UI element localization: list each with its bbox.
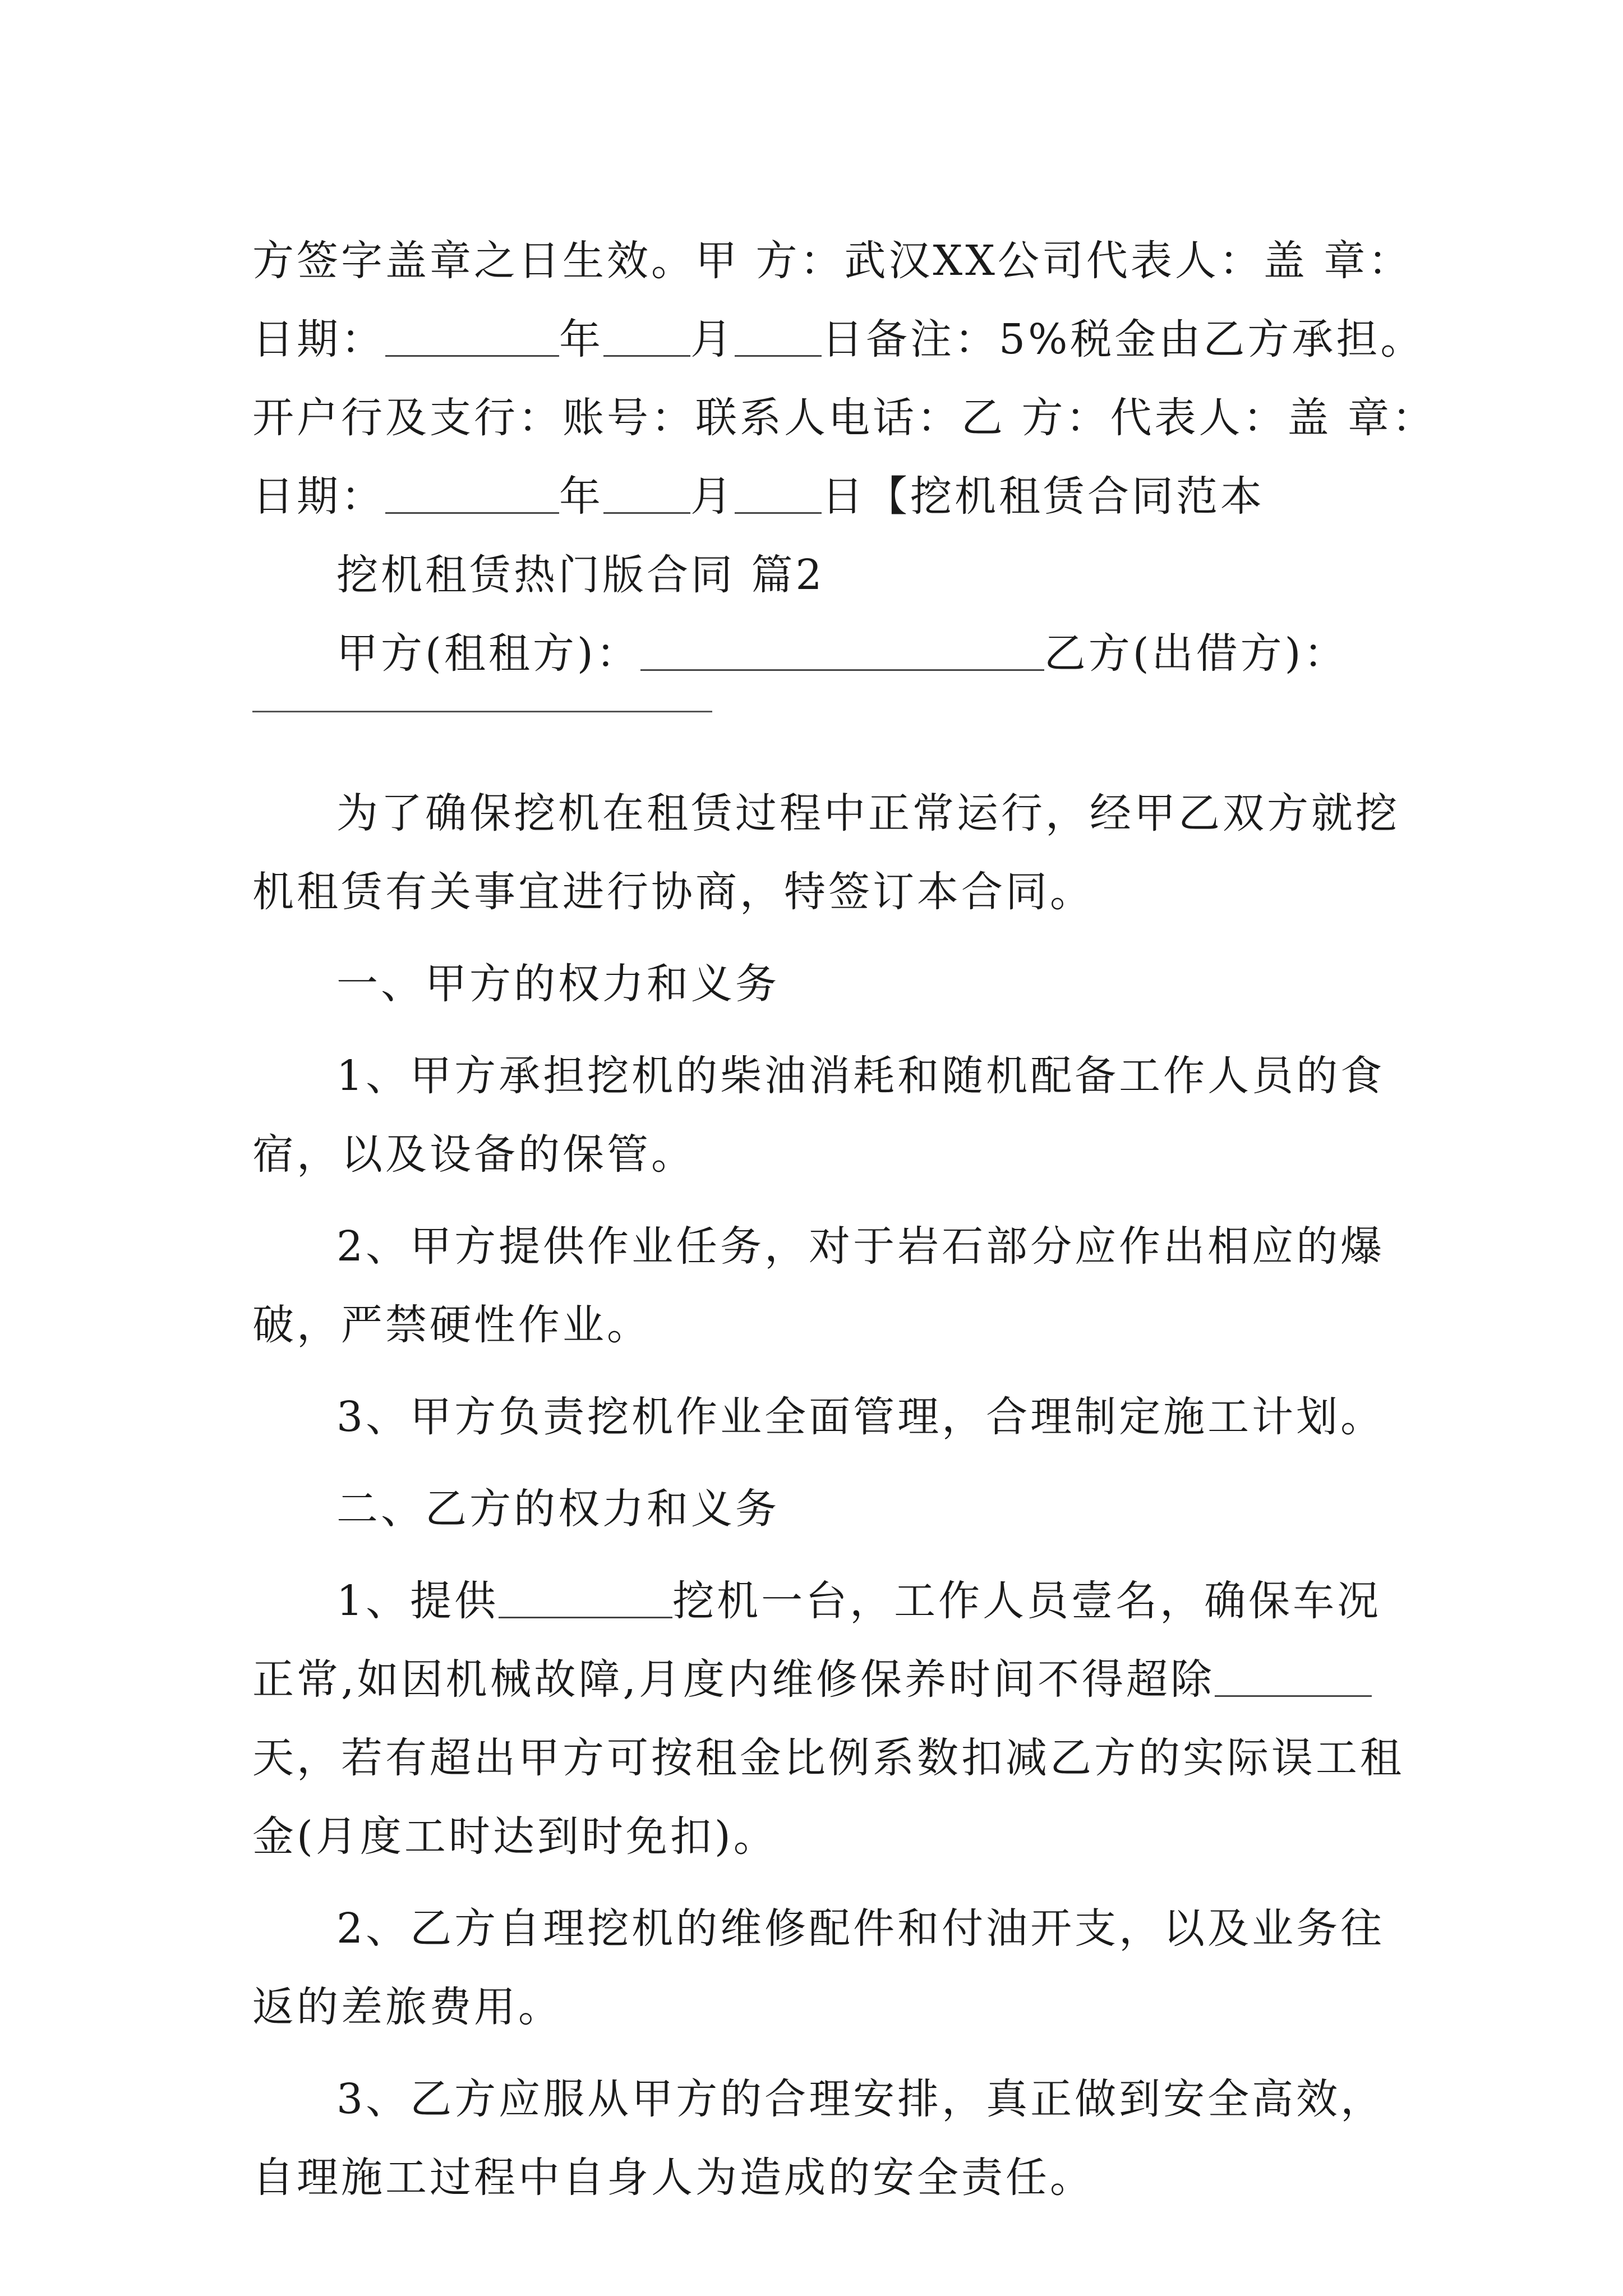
clause-line	[252, 1640, 1402, 1719]
clause-line: 自理施工过程中自身人为造成的安全责任。	[252, 2154, 1094, 2202]
month-blank	[603, 321, 690, 357]
intro-line: 机租赁有关事宜进行协商，特签订本合同。	[252, 868, 1094, 916]
month-label: 月	[690, 472, 735, 521]
date-label: 日期：	[252, 472, 385, 521]
clause-line: 2、甲方提供作业任务，对于岩石部分应作出相应的爆	[336, 1222, 1385, 1271]
day-blank	[735, 321, 822, 357]
clause-line: 金(月度工时达到时免扣)。	[252, 1812, 778, 1861]
month-blank	[603, 478, 690, 514]
clause-line: 1、甲方承担挖机的柴油消耗和随机配备工作人员的食	[336, 1052, 1385, 1100]
clause-line: 宿，以及设备的保管。	[252, 1130, 695, 1179]
party-b-blank	[252, 711, 712, 712]
model-blank	[499, 1583, 672, 1618]
clause-line: 2、乙方自理挖机的维修配件和付油开支，以及业务往	[336, 1904, 1385, 1953]
heading-party-b: 二、乙方的权力和义务	[336, 1485, 780, 1533]
date-line	[252, 457, 1402, 536]
clause-line: 返的差旅费用。	[252, 1983, 562, 2031]
heading-party-a: 一、甲方的权力和义务	[336, 960, 780, 1008]
clause-line	[252, 1562, 1402, 1640]
clause-line: 天，若有超出甲方可按租金比例系数扣减乙方的实际误工租	[252, 1734, 1404, 1782]
year-label: 年	[559, 315, 603, 364]
clause-text: 挖机一台，工作人员壹名，确保车况	[672, 1577, 1382, 1625]
clause-line: 破，严禁硬性作业。	[252, 1301, 651, 1349]
day-blank	[735, 478, 822, 514]
clause-text: 1、提供	[336, 1577, 499, 1625]
clause-line: 3、甲方负责挖机作业全面管理，合理制定施工计划。	[336, 1393, 1385, 1441]
year-blank	[385, 478, 559, 514]
note-text: 日备注：5%税金由乙方承担。	[822, 315, 1425, 364]
date-line	[252, 300, 1425, 379]
contract-ref-text: 日【挖机租赁合同范本	[822, 472, 1265, 521]
party-a-label: 甲方(租租方)：	[336, 629, 640, 678]
party-b-label: 乙方(出借方)：	[1044, 629, 1348, 678]
year-label: 年	[559, 472, 603, 521]
party-a-blank	[640, 636, 1044, 671]
date-label: 日期：	[252, 315, 385, 364]
text-line: 开户行及支行：账号：联系人电话：乙 方：代表人：盖 章：	[252, 394, 1437, 442]
section-title: 挖机租赁热门版合同 篇2	[336, 551, 825, 599]
document-body	[252, 222, 1437, 2217]
text-line: 方签字盖章之日生效。甲 方：武汉XX公司代表人：盖 章：	[252, 237, 1413, 285]
clause-text: 正常,如因机械故障,月度内维修保养时间不得超除	[252, 1655, 1215, 1704]
clause-line: 3、乙方应服从甲方的合理安排，真正做到安全高效，	[336, 2075, 1385, 2123]
month-label: 月	[690, 315, 735, 364]
days-blank	[1215, 1662, 1372, 1697]
intro-line: 为了确保挖机在租赁过程中正常运行，经甲乙双方就挖	[336, 789, 1400, 838]
year-blank	[385, 321, 559, 357]
parties-line	[252, 614, 1402, 693]
